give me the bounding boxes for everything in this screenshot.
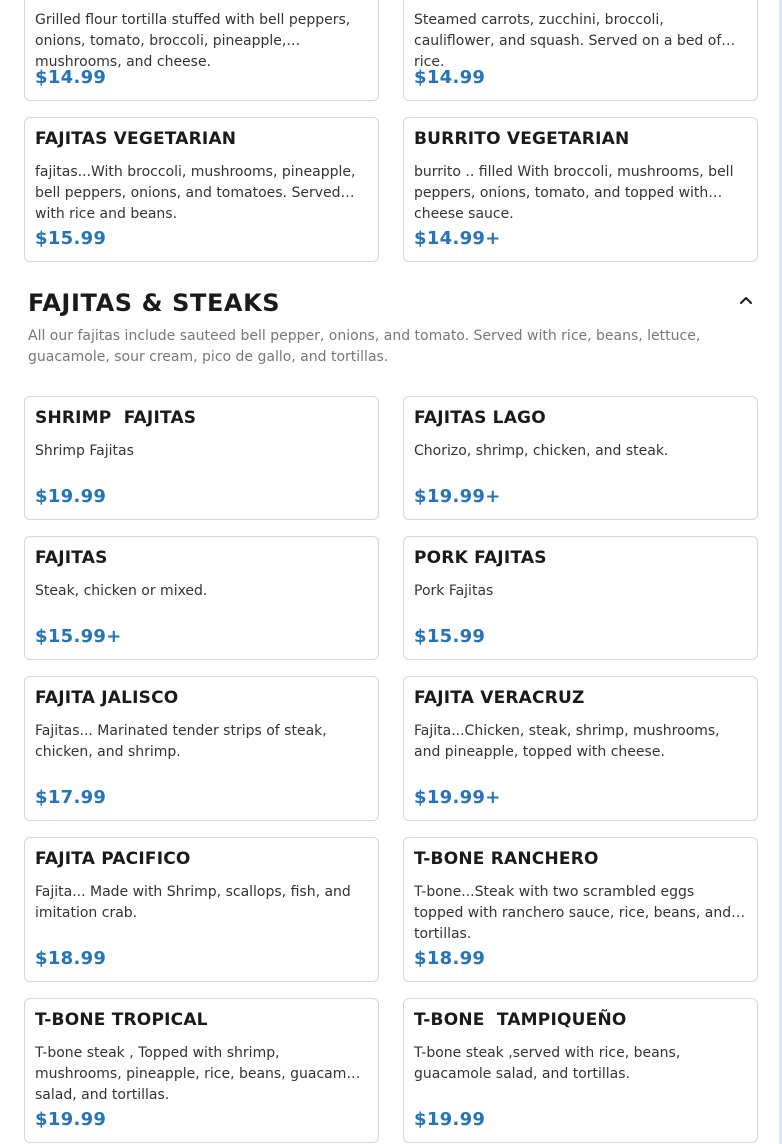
menu-item-price: $19.99+ [414,787,501,808]
previous-section-grid [24,0,758,262]
menu-item-name: FAJITA VERACRUZ [414,688,585,708]
menu-item-name: FAJITAS LAGO [414,408,546,428]
menu-item-description: fajitas...With broccoli, mushrooms, pineapple, bell peppers, onions, and tomatoes. Served with rice and beans. [35,164,356,222]
section-title: FAJITAS & STEAKS [28,289,281,317]
menu-item-price: $15.99+ [35,626,122,647]
menu-item-name: BURRITO VEGETARIAN [414,129,630,149]
menu-item-price: $19.99 [35,486,107,507]
menu-item-card[interactable] [403,676,758,821]
menu-item-price: $18.99 [35,948,107,969]
menu-item-description: Grilled flour tortilla stuffed with bell peppers, onions, tomato, broccoli, pineapple, mushrooms, and cheese. [35,12,351,70]
menu-item-card[interactable] [24,676,379,821]
menu-item-description: T-bone steak ,served with rice, beans, guacamole salad, and tortillas. [414,1045,681,1082]
menu-item-price: $18.99 [414,948,486,969]
menu-item-price: $17.99 [35,787,107,808]
chevron-up-icon[interactable] [734,288,758,312]
menu-item-card[interactable] [403,998,758,1143]
menu-item-description: Fajita... Made with Shrimp, scallops, fish, and imitation crab. [35,884,351,921]
menu-item-description: Chorizo, shrimp, chicken, and steak. [414,443,669,459]
menu-item-name: PORK FAJITAS [414,548,547,568]
section-items-grid [24,396,758,1143]
menu-item-name: SHRIMP FAJITAS [35,408,197,428]
menu-item-card[interactable] [24,837,379,982]
menu-item-description: burrito .. filled With broccoli, mushrooms, bell peppers, onions, tomato, and topped with cheese sauce. [414,164,734,222]
menu-item-description: Fajitas... Marinated tender strips of steak, chicken, and shrimp. [35,723,327,760]
menu-item-description: Steamed carrots, zucchini, broccoli, cauliflower, and squash. Served on a bed of rice. [414,12,722,70]
menu-item-price: $14.99 [35,67,107,88]
menu-item-card[interactable] [403,396,758,520]
menu-item-description: Steak, chicken or mixed. [35,583,208,599]
menu-item-name: FAJITAS [35,548,108,568]
menu-item-name: FAJITA PACIFICO [35,849,191,869]
menu-item-card[interactable] [24,536,379,660]
menu-item-name: T-BONE TROPICAL [35,1010,208,1030]
menu-item-price: $14.99+ [414,228,501,249]
menu-item-price: $19.99 [35,1109,107,1130]
menu-item-name: T-BONE TAMPIQUEÑO [414,1010,627,1030]
menu-item-card[interactable] [403,536,758,660]
section-description: All our fajitas include sauteed bell pepper, onions, and tomato. Served with rice, beans, lettuce, guacamole, sour cream, pico de gallo, and tortillas. [28,328,701,365]
menu-item-card[interactable] [24,396,379,520]
menu-item-price: $19.99+ [414,486,501,507]
menu-item-card[interactable] [24,117,379,262]
menu-item-description: Shrimp Fajitas [35,443,134,459]
menu-item-description: Fajita...Chicken, steak, shrimp, mushrooms, and pineapple, topped with cheese. [414,723,720,760]
menu-item-name: FAJITAS VEGETARIAN [35,129,237,149]
menu-item-card[interactable] [24,0,379,101]
menu-item-price: $15.99 [35,228,107,249]
menu-item-price: $15.99 [414,626,486,647]
menu-item-name: FAJITA JALISCO [35,688,179,708]
menu-item-price: $14.99 [414,67,486,88]
menu-item-name: T-BONE RANCHERO [414,849,599,869]
menu-item-description: Pork Fajitas [414,583,494,599]
menu-item-description: T-bone...Steak with two scrambled eggs topped with ranchero sauce, rice, beans, and tortillas. [414,884,732,942]
menu-item-card[interactable] [403,0,758,101]
menu-item-description: T-bone steak , Topped with shrimp, mushrooms, pineapple, rice, beans, guacamole salad, and tortillas. [35,1045,368,1103]
section-header [28,288,758,368]
menu-item-card[interactable] [403,837,758,982]
menu-item-card[interactable] [24,998,379,1143]
menu-item-price: $19.99 [414,1109,486,1130]
menu-item-card[interactable] [403,117,758,262]
